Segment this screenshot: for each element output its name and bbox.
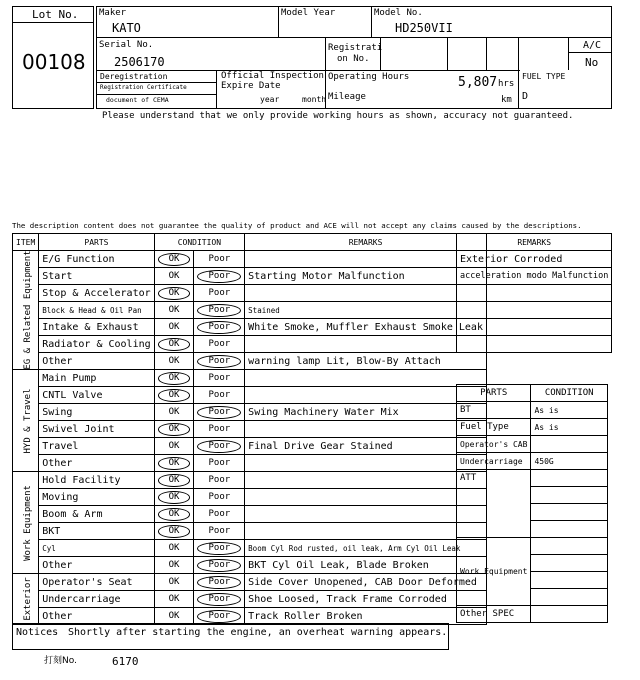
ok-cell <box>154 455 194 472</box>
table-row <box>13 591 487 608</box>
table-row <box>13 438 487 455</box>
remark <box>245 251 487 268</box>
remark: Final Drive Gear Stained <box>245 438 487 455</box>
item-header: ITEM <box>13 234 39 251</box>
part-name: Swivel Joint <box>39 421 154 438</box>
fuel-type-label: FUEL TYPE <box>522 72 566 81</box>
right-part-cond: As is <box>531 419 608 436</box>
right-remark-line <box>457 285 612 302</box>
part-name: Operator's Seat <box>39 574 154 591</box>
table-row <box>13 251 487 268</box>
ok-mark: OK <box>158 287 191 300</box>
group-cell <box>13 370 39 472</box>
right-remark-line <box>457 319 612 336</box>
ok-mark: OK <box>168 594 180 604</box>
att-label: ATT <box>457 470 531 538</box>
notices-label: Notices <box>16 627 59 638</box>
poor-cell <box>194 506 245 523</box>
hrs-label: hrs <box>498 79 515 89</box>
part-name: Other <box>39 608 154 625</box>
poor-mark: Poor <box>208 424 231 434</box>
poor-cell <box>194 455 245 472</box>
poor-cell <box>194 438 245 455</box>
ok-mark: OK <box>168 543 180 553</box>
table-row <box>13 268 487 285</box>
part-name: Undercarriage <box>39 591 154 608</box>
table-row <box>13 336 487 353</box>
right-part-cond: 450G <box>531 453 608 470</box>
poor-cell <box>194 404 245 421</box>
table-row <box>13 285 487 302</box>
part-name: Other <box>39 455 154 472</box>
ok-cell <box>154 285 194 302</box>
poor-mark: Poor <box>197 321 241 334</box>
group-label: Work Equipment <box>23 484 33 561</box>
condition-header: CONDITION <box>154 234 245 251</box>
part-name: Block & Head & Oil Pan <box>39 302 154 319</box>
model-no-label: Model No. <box>374 8 423 18</box>
remark <box>245 489 487 506</box>
stamp-label: 打刻No. <box>44 656 77 666</box>
poor-cell <box>194 523 245 540</box>
ok-cell <box>154 523 194 540</box>
poor-mark: Poor <box>208 458 231 468</box>
remark: Side Cover Unopened, CAB Door Deformed <box>245 574 487 591</box>
ok-cell <box>154 404 194 421</box>
right-remark-line <box>457 302 612 319</box>
group-label: HYD & Travel <box>23 387 33 454</box>
table-row <box>13 557 487 574</box>
part-name: Cyl <box>39 540 154 557</box>
table-row <box>13 506 487 523</box>
remark <box>245 387 487 404</box>
right-remarks-header: REMARKS <box>457 234 612 251</box>
ok-mark: OK <box>158 338 191 351</box>
ok-mark: OK <box>158 508 191 521</box>
poor-mark: Poor <box>197 355 241 368</box>
remark: Track Roller Broken <box>245 608 487 625</box>
poor-cell <box>194 557 245 574</box>
poor-mark: Poor <box>208 390 231 400</box>
part-name: Travel <box>39 438 154 455</box>
disclaimer: The description content does not guarantee the quality of product and ACE will not accept any claims caused by the descriptions. <box>12 221 582 230</box>
poor-mark: Poor <box>197 593 241 606</box>
fuel-type-value: D <box>522 91 529 102</box>
table-row <box>13 608 487 625</box>
table-row <box>13 421 487 438</box>
right-part-name: Undercarriage <box>457 453 531 470</box>
remark: Shoe Loosed, Track Frame Corroded <box>245 591 487 608</box>
ok-mark: OK <box>168 441 180 451</box>
ac-label: A/C <box>583 40 602 51</box>
inspection-label-2: Expire Date <box>221 81 281 91</box>
remark: warning lamp Lit, Blow-By Attach <box>245 353 487 370</box>
part-name: E/G Function <box>39 251 154 268</box>
ok-mark: OK <box>168 560 180 570</box>
condition-table <box>12 233 487 625</box>
part-name: CNTL Valve <box>39 387 154 404</box>
dereg-label: Deregistration <box>100 72 168 81</box>
ok-mark: OK <box>168 322 180 332</box>
ok-cell <box>154 591 194 608</box>
poor-cell <box>194 472 245 489</box>
ok-mark: OK <box>158 253 191 266</box>
poor-cell <box>194 540 245 557</box>
poor-mark: Poor <box>208 492 231 502</box>
remark: Swing Machinery Water Mix <box>245 404 487 421</box>
ok-cell <box>154 574 194 591</box>
poor-cell <box>194 591 245 608</box>
hours-note: Please understand that we only provide working hours as shown, accuracy not guaranteed. <box>102 111 574 121</box>
right-parts-table <box>456 384 608 623</box>
poor-cell <box>194 608 245 625</box>
ok-cell <box>154 557 194 574</box>
ok-mark: OK <box>168 356 180 366</box>
poor-mark: Poor <box>197 270 241 283</box>
group-label: Exterior <box>23 577 33 621</box>
group-label: EG & Related Equipment <box>23 250 33 370</box>
remark <box>245 523 487 540</box>
remark: Boom Cyl Rod rusted, oil leak, Arm Cyl Oil Leak <box>245 540 487 557</box>
table-row <box>13 472 487 489</box>
part-name: Other <box>39 557 154 574</box>
poor-mark: Poor <box>197 542 241 555</box>
remarks-header: REMARKS <box>245 234 487 251</box>
ok-cell <box>154 506 194 523</box>
ok-cell <box>154 387 194 404</box>
part-name: Main Pump <box>39 370 154 387</box>
right-parts-header: PARTS <box>457 385 531 402</box>
poor-cell <box>194 574 245 591</box>
ok-cell <box>154 353 194 370</box>
month-label: month <box>302 95 327 104</box>
ok-mark: OK <box>168 305 180 315</box>
part-name: Moving <box>39 489 154 506</box>
op-hours-label: Operating Hours <box>328 72 410 82</box>
table-row <box>13 353 487 370</box>
km-label: km <box>501 95 512 105</box>
stamp-value: 6170 <box>112 655 139 668</box>
poor-mark: Poor <box>208 288 231 298</box>
ok-cell <box>154 438 194 455</box>
poor-mark: Poor <box>197 304 241 317</box>
remark: Stained <box>245 302 487 319</box>
table-row <box>13 523 487 540</box>
group-cell <box>13 472 39 574</box>
right-part-cond: As is <box>531 402 608 419</box>
op-hours-value: 5,807 <box>458 75 498 90</box>
parts-header: PARTS <box>39 234 154 251</box>
table-row <box>13 370 487 387</box>
poor-cell <box>194 251 245 268</box>
table-row <box>13 387 487 404</box>
poor-mark: Poor <box>197 610 241 623</box>
ok-mark: OK <box>158 372 191 385</box>
serial-value: 2506170 <box>114 55 165 69</box>
ok-cell <box>154 608 194 625</box>
ok-cell <box>154 251 194 268</box>
ok-cell <box>154 302 194 319</box>
work-equipment-label: Work Equipment <box>457 538 531 606</box>
poor-mark: Poor <box>197 559 241 572</box>
poor-mark: Poor <box>197 406 241 419</box>
remark <box>245 472 487 489</box>
poor-cell <box>194 302 245 319</box>
remark: Starting Motor Malfunction <box>245 268 487 285</box>
part-name: Stop & Accelerator <box>39 285 154 302</box>
poor-cell <box>194 370 245 387</box>
ok-cell <box>154 319 194 336</box>
notices-text: Shortly after starting the engine, an overheat warning appears. <box>68 627 448 638</box>
part-name: Boom & Arm <box>39 506 154 523</box>
ok-cell <box>154 421 194 438</box>
poor-mark: Poor <box>208 373 231 383</box>
ok-mark: OK <box>158 491 191 504</box>
table-row <box>13 540 487 557</box>
table-row <box>13 574 487 591</box>
lot-number: 00108 <box>22 50 86 74</box>
registration-label-2: on No. <box>337 54 370 64</box>
ok-cell <box>154 540 194 557</box>
year-label: year <box>260 95 280 104</box>
model-no-value: HD250VII <box>395 21 453 35</box>
right-remark-line: Exterior Corroded <box>457 251 612 268</box>
poor-mark: Poor <box>208 509 231 519</box>
remark <box>245 370 487 387</box>
table-row <box>13 489 487 506</box>
right-remark-line: acceleration modo Malfunction <box>457 268 612 285</box>
ok-cell <box>154 370 194 387</box>
right-part-name: Fuel Type <box>457 419 531 436</box>
ok-mark: OK <box>158 457 191 470</box>
ok-cell <box>154 268 194 285</box>
poor-mark: Poor <box>208 339 231 349</box>
poor-cell <box>194 268 245 285</box>
right-part-name: BT <box>457 402 531 419</box>
serial-label: Serial No. <box>99 40 154 50</box>
part-name: BKT <box>39 523 154 540</box>
remark <box>245 336 487 353</box>
ok-mark: OK <box>158 389 191 402</box>
ok-mark: OK <box>158 423 191 436</box>
lot-label: Lot No. <box>32 8 79 21</box>
remark <box>245 455 487 472</box>
model-year-label: Model Year <box>281 8 336 18</box>
dereg-cert: Registration Certificate <box>100 84 187 91</box>
poor-cell <box>194 319 245 336</box>
poor-cell <box>194 353 245 370</box>
remark <box>245 285 487 302</box>
table-row <box>13 455 487 472</box>
poor-cell <box>194 489 245 506</box>
ok-mark: OK <box>158 525 191 538</box>
group-cell <box>13 574 39 625</box>
ok-mark: OK <box>168 611 180 621</box>
poor-cell <box>194 336 245 353</box>
ok-mark: OK <box>168 271 180 281</box>
inspection-label-1: Official Inspection <box>221 71 324 81</box>
table-row <box>13 302 487 319</box>
poor-cell <box>194 387 245 404</box>
poor-mark: Poor <box>208 475 231 485</box>
remark: White Smoke, Muffler Exhaust Smoke Leak <box>245 319 487 336</box>
maker-value: KATO <box>112 21 141 35</box>
table-row <box>13 319 487 336</box>
part-name: Start <box>39 268 154 285</box>
part-name: Radiator & Cooling <box>39 336 154 353</box>
ok-mark: OK <box>168 407 180 417</box>
part-name: Other <box>39 353 154 370</box>
right-remark-line <box>457 336 612 353</box>
part-name: Swing <box>39 404 154 421</box>
poor-mark: Poor <box>197 576 241 589</box>
ok-cell <box>154 472 194 489</box>
poor-mark: Poor <box>208 526 231 536</box>
right-remarks-table <box>456 233 612 353</box>
poor-mark: Poor <box>197 440 241 453</box>
table-row <box>13 404 487 421</box>
other-spec-label: Other SPEC <box>457 606 531 623</box>
ok-mark: OK <box>168 577 180 587</box>
remark: BKT Cyl Oil Leak, Blade Broken <box>245 557 487 574</box>
poor-cell <box>194 421 245 438</box>
right-part-name: Operator's CAB <box>457 436 531 453</box>
part-name: Hold Facility <box>39 472 154 489</box>
remark <box>245 506 487 523</box>
ac-value: No <box>585 56 599 69</box>
poor-mark: Poor <box>208 254 231 264</box>
ok-cell <box>154 489 194 506</box>
group-cell <box>13 251 39 370</box>
remark <box>245 421 487 438</box>
right-part-cond <box>531 436 608 453</box>
maker-label: Maker <box>99 8 127 18</box>
part-name: Intake & Exhaust <box>39 319 154 336</box>
poor-cell <box>194 285 245 302</box>
ok-cell <box>154 336 194 353</box>
registration-label-1: Registrati <box>328 43 383 53</box>
ok-mark: OK <box>158 474 191 487</box>
dereg-doc: document of CEMA <box>106 96 169 104</box>
right-condition-header: CONDITION <box>531 385 608 402</box>
mileage-label: Mileage <box>328 92 366 102</box>
